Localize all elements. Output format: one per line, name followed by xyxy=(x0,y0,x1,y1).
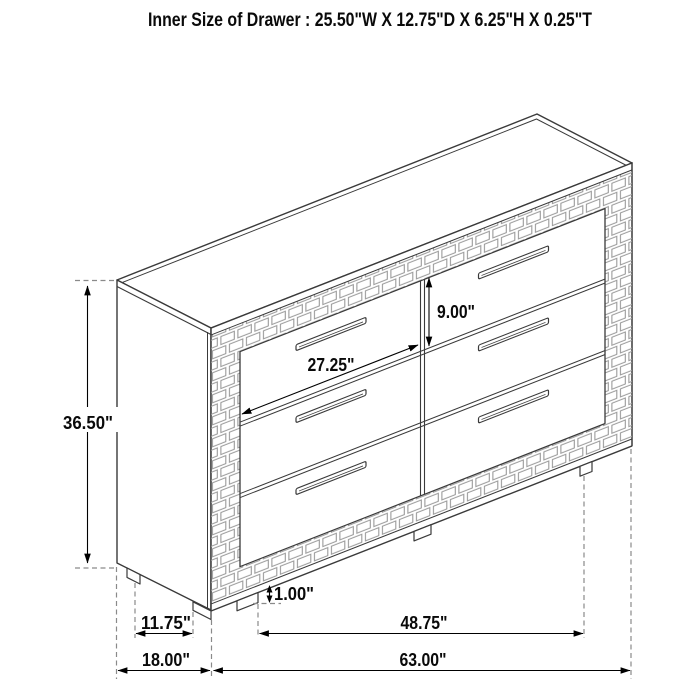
dresser-illustration xyxy=(117,114,632,620)
dim-overall-width xyxy=(214,650,631,671)
dim-label-overall-height: 36.50" xyxy=(63,413,113,433)
dim-label-foot-height: 1.00" xyxy=(274,584,314,604)
dim-label-drawer-height: 9.00" xyxy=(437,302,475,322)
dim-label-overall-width: 63.00" xyxy=(399,650,447,670)
dim-side-foot-spacing xyxy=(136,613,192,634)
dim-label-front-foot-spacing: 48.75" xyxy=(400,613,448,633)
dim-label-drawer-width: 27.25" xyxy=(307,355,355,375)
dresser-side-face xyxy=(117,280,211,610)
dim-label-overall-depth: 18.00" xyxy=(142,650,190,670)
dim-front-foot-spacing xyxy=(260,613,584,634)
dim-overall-depth xyxy=(118,650,210,671)
dim-label-side-foot-spacing: 11.75" xyxy=(141,613,191,633)
page-title: Inner Size of Drawer : 25.50"W X 12.75"D X 6.25"H X 0.25"T xyxy=(148,10,593,31)
dim-overall-height xyxy=(58,286,118,563)
dim-foot-height xyxy=(267,584,315,604)
